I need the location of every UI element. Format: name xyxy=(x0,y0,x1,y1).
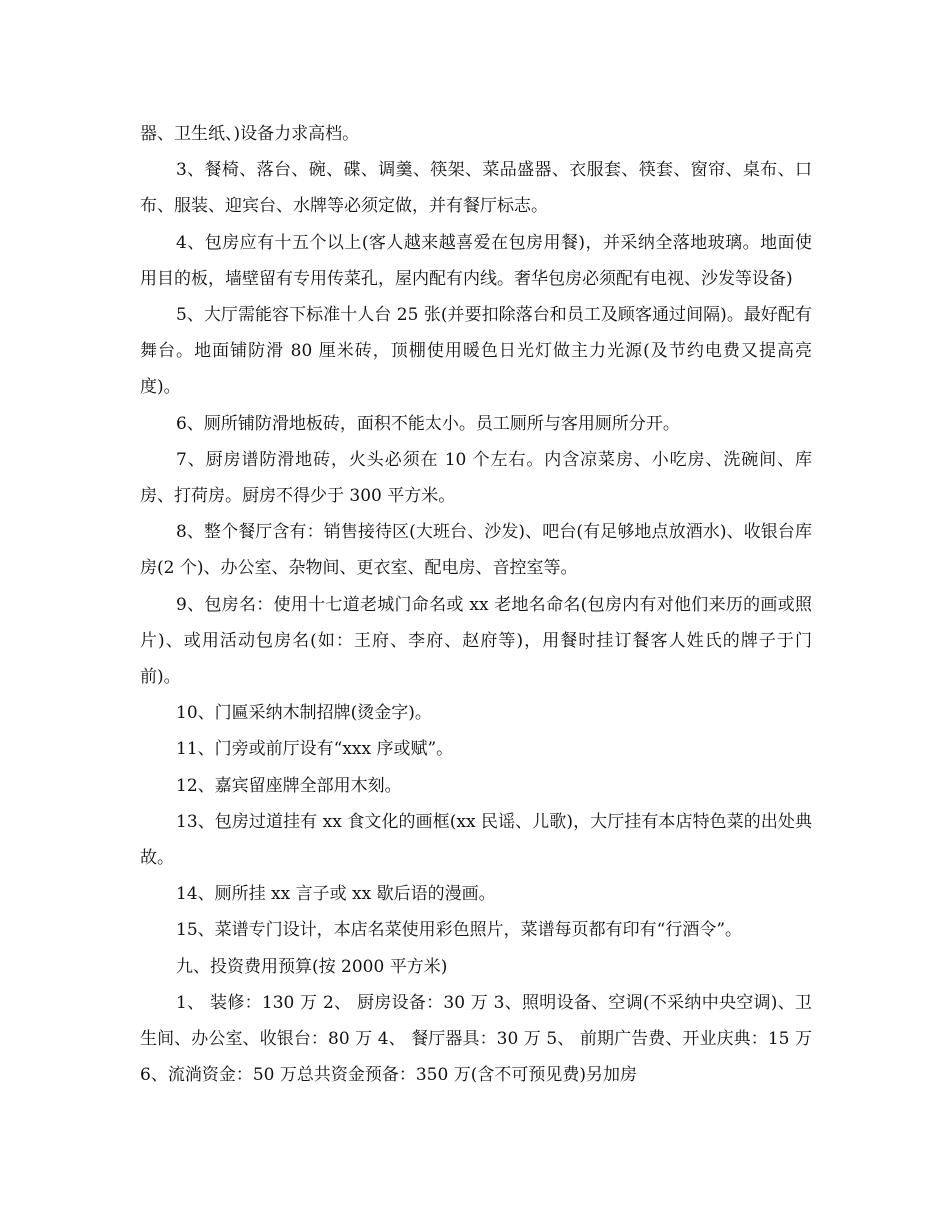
paragraph-item-11: 11、门旁或前厅设有“xxx 序或赋”。 xyxy=(176,739,454,760)
paragraph-item-14: 14、厕所挂 xx 言子或 xx 歇后语的漫画。 xyxy=(176,884,496,905)
paragraph-continuation: 器、卫生纸、)设备力求高档。 xyxy=(140,124,360,144)
paragraph-item-3: 3、餐椅、落台、碗、碟、调羹、筷架、菜品盛器、衣服套、筷套、窗帘、桌布、口布、服装、迎宾台、水牌等必须定做，并有餐厅标志。 xyxy=(140,160,812,217)
paragraph-item-8: 8、整个餐厅含有：销售接待区(大班台、沙发)、吧台(有足够地点放酒水)、收银台库房(2 个)、办公室、杂物间、更衣室、配电房、音控室等。 xyxy=(140,522,812,579)
paragraph-item-9: 9、包房名：使用十七道老城门命名或 xx 老地名命名(包房内有对他们来历的画或照片)、或用活动包房名(如：王府、李府、赵府等)，用餐时挂订餐客人姓氏的牌子于门前)。 xyxy=(140,594,812,688)
paragraph-item-6: 6、厕所铺防滑地板砖，面积不能太小。员工厕所与客用厕所分开。 xyxy=(176,413,680,434)
document-body xyxy=(140,116,812,1093)
paragraph-item-12: 12、嘉宾留座牌全部用木刻。 xyxy=(176,775,402,796)
paragraph-budget-items: 1、 装修：130 万 2、 厨房设备：30 万 3、照明设备、空调(不采纳中央空调)、卫生间、办公室、收银台：80 万 4、 餐厅器具：30 万 5、 前期广告费、开业庆典：15 万 6、流淌资金：50 万总共资金预备：350 万(含不可预见费)另加房 xyxy=(140,992,812,1086)
paragraph-item-4: 4、包房应有十五个以上(客人越来越喜爱在包房用餐)，并采纳全落地玻璃。地面使用目的板，墙壁留有专用传菜孔，屋内配有内线。奢华包房必须配有电视、沙发等设备) xyxy=(140,232,812,289)
paragraph-item-10: 10、门匾采纳木制招牌(烫金字)。 xyxy=(176,703,432,724)
section-heading-investment-budget: 九、投资费用预算(按 2000 平方米) xyxy=(176,956,448,977)
paragraph-item-5: 5、大厅需能容下标准十人台 25 张(并要扣除落台和员工及顾客通过间隔)。最好配有舞台。地面铺防滑 80 厘米砖，顶棚使用暖色日光灯做主力光源(及节约电费又提高亮度)。 xyxy=(140,305,812,398)
paragraph-item-13: 13、包房过道挂有 xx 食文化的画框(xx 民谣、儿歌)，大厅挂有本店特色菜的出处典故。 xyxy=(140,811,812,869)
paragraph-item-7: 7、厨房谱防滑地砖，火头必须在 10 个左右。内含凉菜房、小吃房、洗碗间、库房、打荷房。厨房不得少于 300 平方米。 xyxy=(140,449,812,507)
paragraph-item-15: 15、菜谱专门设计，本店名菜使用彩色照片，菜谱每页都有印有“行酒令”。 xyxy=(176,920,743,941)
